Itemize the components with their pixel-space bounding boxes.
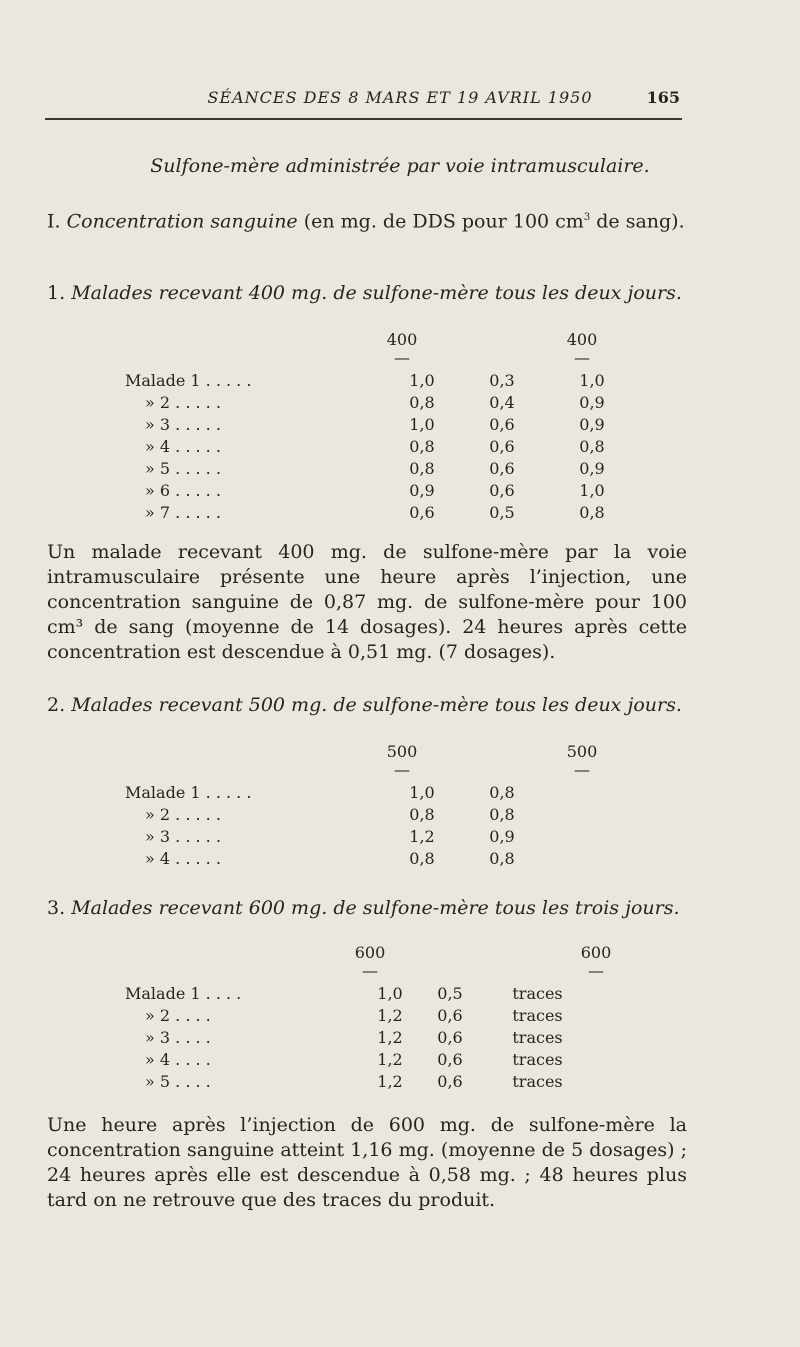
sub2-col-head-2: 500 — (566, 742, 598, 779)
value-cell: 0,6 (489, 459, 515, 478)
table-row (125, 826, 557, 848)
subsection-1-number: 1. (47, 282, 66, 304)
sub3-col-head-1: 600 — (354, 943, 386, 980)
value-cell: 1,0 (409, 783, 435, 802)
value-cell: 0,8 (489, 805, 515, 824)
running-header-title: SÉANCES DES 8 MARS ET 19 AVRIL 1950 (207, 88, 593, 107)
value-cell: 0,9 (409, 481, 435, 500)
section-1-number: I. (47, 210, 61, 233)
value-cell: 1,2 (377, 1006, 403, 1025)
row-label: » 5 . . . . (145, 1072, 211, 1091)
subsection-3-heading (47, 897, 680, 919)
table-row (125, 392, 627, 414)
value-cell: 1,2 (377, 1072, 403, 1091)
subsection-2-title: Malades recevant 500 mg. de sulfone-mère tous les deux jours. (71, 694, 682, 716)
table-row (125, 782, 557, 804)
row-label: » 7 . . . . . (145, 503, 221, 522)
table-row (125, 502, 627, 524)
table-row (125, 414, 627, 436)
value-cell: 0,5 (489, 503, 515, 522)
value-cell: 0,8 (409, 849, 435, 868)
row-label: Malade 1 . . . . (125, 984, 242, 1003)
sub2-table (125, 782, 557, 870)
subsection-1-title: Malades recevant 400 mg. de sulfone-mère tous les deux jours. (71, 282, 682, 304)
value-cell: traces (512, 1072, 563, 1091)
page-number: 165 (646, 88, 680, 107)
table-row (125, 480, 627, 502)
value-cell: 1,2 (409, 827, 435, 846)
section-1-heading (47, 203, 687, 236)
value-cell: traces (512, 1028, 563, 1047)
table-row (125, 848, 557, 870)
section-1-text-end: de sang). (596, 210, 685, 233)
value-cell: traces (512, 984, 563, 1003)
section-subtitle: Sulfone-mère administrée par voie intramusculaire. (150, 155, 650, 177)
value-cell: traces (512, 1050, 563, 1069)
value-cell: 0,6 (409, 503, 435, 522)
value-cell: 0,6 (437, 1050, 463, 1069)
subsection-3-number: 3. (47, 897, 66, 919)
row-label: » 4 . . . . . (145, 849, 221, 868)
subsection-2-number: 2. (47, 694, 66, 716)
subsection-2-heading (47, 694, 682, 716)
value-cell: 0,8 (579, 437, 605, 456)
row-label: » 2 . . . . (145, 1006, 211, 1025)
value-cell: 1,0 (377, 984, 403, 1003)
sub1-col-head-1: 400 — (386, 330, 418, 367)
row-label: » 3 . . . . . (145, 827, 221, 846)
section-1-sup: 3 (583, 212, 591, 223)
sub3-paragraph: Une heure après l’injection de 600 mg. de sulfone-mère la concentration sanguine atteint 1,16 mg. (moyenne de 5 dosages) ; 24 heures après elle est descendue à 0,58 mg. ; 48 heures plus tard on ne retrouve que des traces du produit. (47, 1114, 687, 1211)
value-cell: traces (512, 1006, 563, 1025)
value-cell: 0,6 (489, 437, 515, 456)
row-label: Malade 1 . . . . . (125, 371, 252, 390)
value-cell: 1,0 (409, 415, 435, 434)
value-cell: 0,3 (489, 371, 515, 390)
sub3-table (125, 983, 590, 1093)
table-row (125, 1071, 590, 1093)
table-row (125, 983, 590, 1005)
value-cell: 0,9 (579, 459, 605, 478)
sub2-col-head-1: 500 — (386, 742, 418, 779)
row-label: » 3 . . . . (145, 1028, 211, 1047)
section-1-title: Concentration sanguine (66, 210, 298, 233)
row-label: » 4 . . . . (145, 1050, 211, 1069)
value-cell: 0,8 (409, 805, 435, 824)
value-cell: 0,8 (489, 783, 515, 802)
table-row (125, 458, 627, 480)
table-row (125, 1027, 590, 1049)
table-row (125, 1049, 590, 1071)
value-cell: 0,5 (437, 984, 463, 1003)
value-cell: 1,2 (377, 1028, 403, 1047)
subsection-3-title: Malades recevant 600 mg. de sulfone-mère tous les trois jours. (71, 897, 680, 919)
table-row (125, 1005, 590, 1027)
value-cell: 0,9 (489, 827, 515, 846)
value-cell: 0,6 (489, 415, 515, 434)
row-label: » 3 . . . . . (145, 415, 221, 434)
table-row (125, 804, 557, 826)
value-cell: 0,9 (579, 393, 605, 412)
row-label: » 4 . . . . . (145, 437, 221, 456)
subsection-1-heading (47, 282, 682, 304)
row-label: » 2 . . . . . (145, 393, 221, 412)
table-row (125, 436, 627, 458)
value-cell: 0,8 (409, 437, 435, 456)
table-row (125, 370, 627, 392)
value-cell: 0,8 (489, 849, 515, 868)
value-cell: 1,0 (579, 481, 605, 500)
row-label: » 6 . . . . . (145, 481, 221, 500)
value-cell: 0,8 (409, 459, 435, 478)
value-cell: 0,6 (437, 1072, 463, 1091)
value-cell: 0,6 (437, 1006, 463, 1025)
header-rule (45, 118, 682, 120)
value-cell: 0,6 (489, 481, 515, 500)
value-cell: 1,2 (377, 1050, 403, 1069)
sub1-table (125, 370, 627, 524)
value-cell: 0,8 (409, 393, 435, 412)
section-1-text: (en mg. de DDS pour 100 cm (303, 210, 584, 233)
row-label: » 2 . . . . . (145, 805, 221, 824)
value-cell: 0,8 (579, 503, 605, 522)
value-cell: 0,9 (579, 415, 605, 434)
value-cell: 1,0 (409, 371, 435, 390)
sub3-col-head-2: 600 — (580, 943, 612, 980)
sub1-paragraph: Un malade recevant 400 mg. de sulfone-mère par la voie intramusculaire présente une heure après l’injection, une concentration sanguine de 0,87 mg. de sulfone-mère pour 100 cm³ de sang (moyenne de 14 dosages). 24 heures après cette concentration est descendue à 0,51 mg. (7 dosages). (47, 541, 687, 663)
value-cell: 1,0 (579, 371, 605, 390)
row-label: Malade 1 . . . . . (125, 783, 252, 802)
row-label: » 5 . . . . . (145, 459, 221, 478)
sub1-col-head-2: 400 — (566, 330, 598, 367)
value-cell: 0,6 (437, 1028, 463, 1047)
value-cell: 0,4 (489, 393, 515, 412)
